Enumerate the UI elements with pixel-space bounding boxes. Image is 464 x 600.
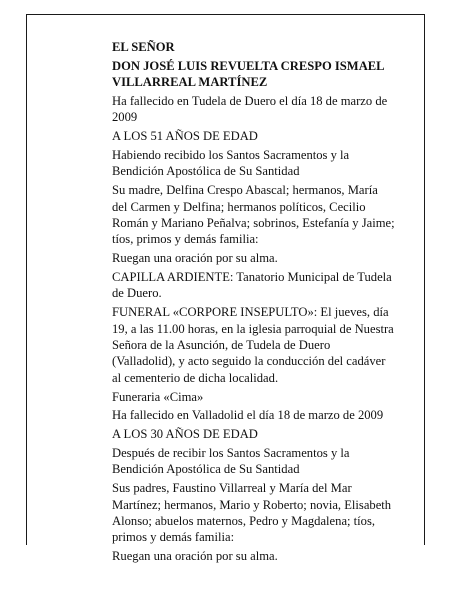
age-1: A LOS 51 AÑOS DE EDAD: [112, 129, 258, 144]
family-1: Su madre, Delfina Crespo Abascal; hermanos, María del Carmen y Delfina; hermanos políticos, Cecilio Román y Mariano Peñalva; sobrinos, Estefanía y Jaime; tíos, primos y demás familia:: [112, 183, 395, 247]
death-place-date-2: Ha fallecido en Valladolid el día 18 de marzo de 2009: [112, 408, 384, 423]
sacraments-1: Habiendo recibido los Santos Sacramentos y la Bendición Apostólica de Su Santidad: [112, 148, 350, 179]
prayer-request-1: Ruegan una oración por su alma.: [112, 251, 278, 266]
sacraments-2: Después de recibir los Santos Sacramentos y la Bendición Apostólica de Su Santidad: [112, 446, 350, 477]
obituary-notice: [112, 39, 422, 567]
funeral-home: Funeraria «Cima»: [112, 389, 204, 404]
age-2: A LOS 30 AÑOS DE EDAD: [112, 427, 258, 442]
deceased-name: DON JOSÉ LUIS REVUELTA CRESPO ISMAEL VILLARREAL MARTÍNEZ: [112, 58, 385, 90]
notice-title: EL SEÑOR: [112, 40, 175, 54]
family-2: Sus padres, Faustino Villarreal y María del Mar Martínez; hermanos, Mario y Roberto; novia, Elisabeth Alonso; abuelos maternos, Pedro y Magdalena; tíos, primos y demás familia:: [112, 481, 392, 545]
funeral-details: FUNERAL «CORPORE INSEPULTO»: El jueves, día 19, a las 11.00 horas, en la iglesia parroquial de Nuestra Señora de la Asunción, de Tudela de Duero (Valladolid), y acto seguido la conducción del cadáver al cementerio de dicha localidad.: [112, 305, 394, 385]
chapel-of-rest: CAPILLA ARDIENTE: Tanatorio Municipal de Tudela de Duero.: [112, 270, 392, 301]
prayer-request-2: Ruegan una oración por su alma.: [112, 549, 278, 564]
death-place-date-1: Ha fallecido en Tudela de Duero el día 18 de marzo de 2009: [112, 94, 388, 125]
